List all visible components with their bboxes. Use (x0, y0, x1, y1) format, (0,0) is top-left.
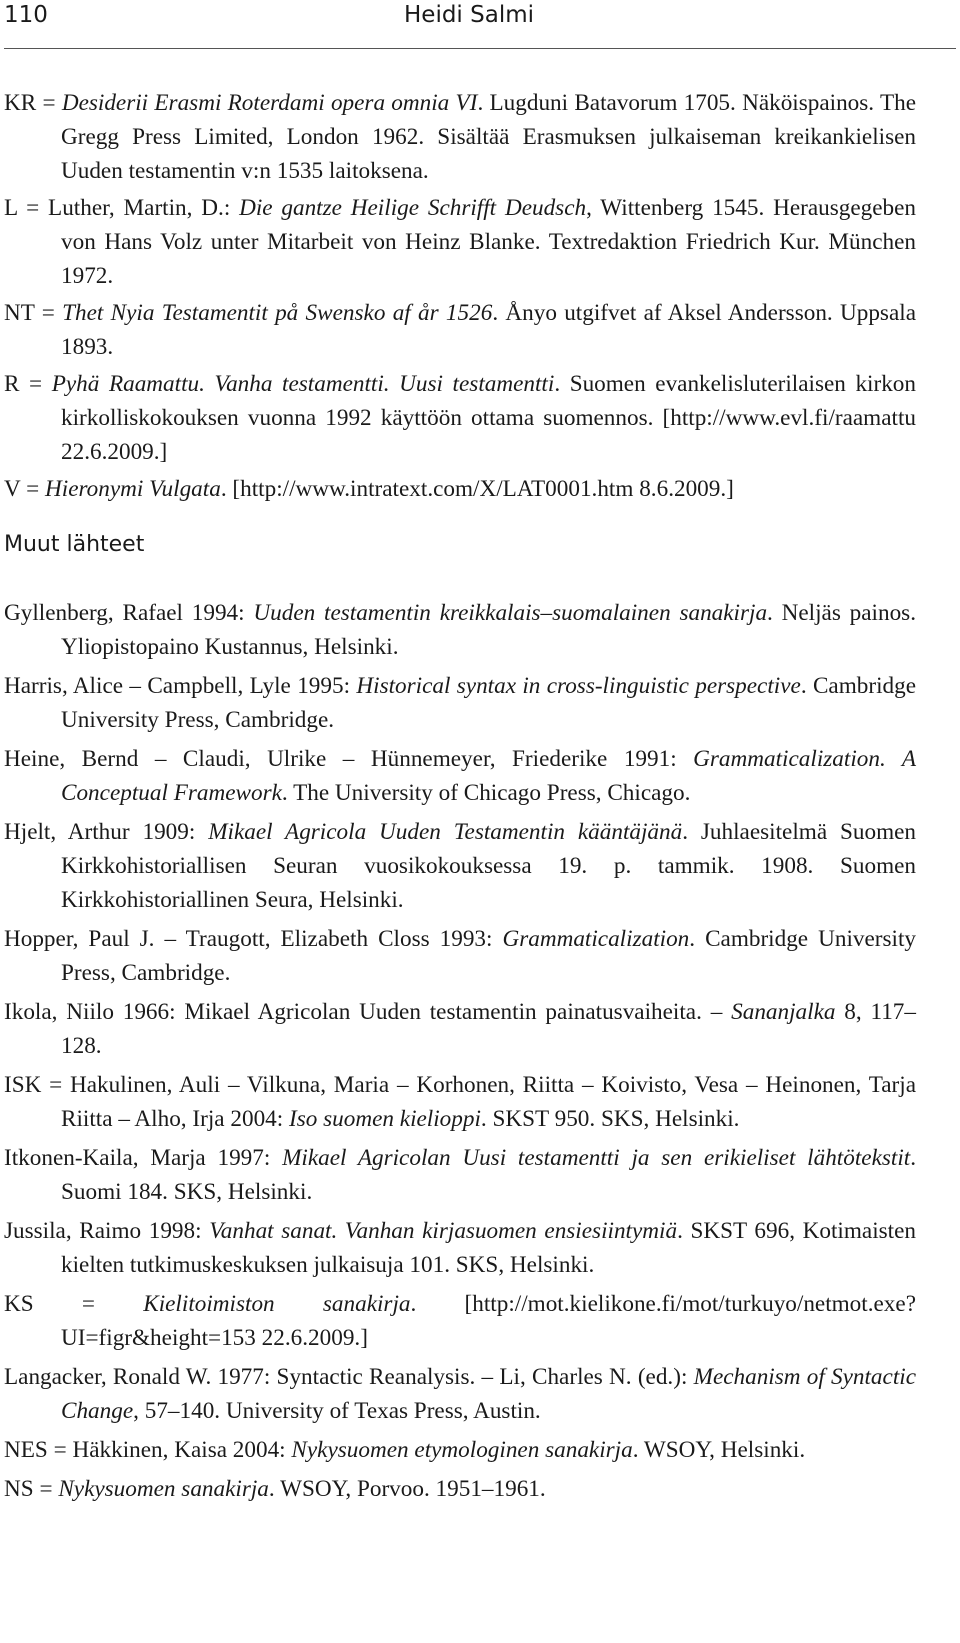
italic-title: Mikael Agricola Uuden Testamentin kääntäjänä (208, 819, 683, 845)
italic-title: Vanhat sanat. Vanhan kirjasuomen ensiesiintymiä (209, 1218, 678, 1244)
entry-text: ISK = Hakulinen, Auli – Vilkuna, Maria – Korhonen, Riitta – Koivisto, Vesa – Heinonen, Tarja Riitta – Alho, Irja 2004: (4, 1072, 916, 1132)
entry-text: Heine, Bernd – Claudi, Ulrike – Hünnemeyer, Friederike 1991: (4, 746, 694, 772)
italic-title: Uuden testamentin kreikkalais–suomalainen sanakirja (253, 600, 768, 626)
entry-text: . Cambridge University Press, Cambridge. (61, 926, 917, 986)
entry-text: Hjelt, Arthur 1909: (4, 819, 209, 845)
entry-text: . Cambridge University Press, Cambridge. (61, 673, 916, 733)
entry-text: . WSOY, Porvoo. 1951–1961. (268, 1476, 546, 1502)
abbreviation-entry (4, 296, 916, 364)
entry-text: . SKST 696, Kotimaisten kielten tutkimuskeskuksen julkaisuja 101. SKS, Helsinki. (61, 1218, 916, 1278)
italic-title: Grammaticalization. A Conceptual Framework (61, 746, 916, 806)
entry-text: , 57–140. University of Texas Press, Austin. (133, 1398, 541, 1424)
entry-text: R = (4, 371, 52, 397)
reference-entry (4, 1287, 916, 1355)
reference-entry (4, 669, 916, 737)
italic-title: Hieronymi Vulgata (45, 476, 221, 502)
reference-list (4, 596, 916, 1506)
italic-title: Pyhä Raamattu. Vanha testamentti. Uusi testamentti (51, 371, 555, 397)
entry-text: . Lugduni Batavorum 1705. Näköispainos. The Gregg Press Limited, London 1962. Sisältää Erasmuksen julkaiseman kreikankielisen Uuden testamentin v:n 1535 laitoksena. (61, 90, 916, 184)
reference-entry (4, 1214, 916, 1282)
reference-entry (4, 815, 916, 917)
entry-text: . Ånyo utgifvet af Aksel Andersson. Uppsala 1893. (61, 300, 916, 360)
running-author: Heidi Salmi (404, 2, 535, 28)
entry-text: V = (4, 476, 45, 502)
entry-text: . SKST 950. SKS, Helsinki. (480, 1106, 740, 1132)
entry-text: . [http://www.intratext.com/X/LAT0001.htm 8.6.2009.] (220, 476, 734, 502)
entry-text: . Juhlaesitelmä Suomen Kirkkohistoriallisen Seuran vuosikokouksessa 19. p. tammik. 1908. Suomen Kirkkohistoriallinen Seura, Helsinki. (61, 819, 916, 913)
running-header (4, 0, 956, 49)
reference-entry (4, 1360, 916, 1428)
abbreviation-list (4, 86, 916, 506)
entry-text: NS = (4, 1476, 59, 1502)
reference-entry (4, 1433, 916, 1467)
reference-entry (4, 1472, 916, 1506)
entry-text: Ikola, Niilo 1966: Mikael Agricolan Uuden testamentin painatusvaiheita. – (4, 999, 732, 1025)
italic-title: Nykysuomen sanakirja (58, 1476, 269, 1502)
entry-text: KR = (4, 90, 62, 116)
entry-text: . Neljäs painos. Yliopistopaino Kustannus, Helsinki. (61, 600, 916, 660)
entry-text: Harris, Alice – Campbell, Lyle 1995: (4, 673, 357, 699)
entry-text: 8, 117–128. (61, 999, 916, 1059)
entry-text: , Wittenberg 1545. Herausgegeben von Hans Volz unter Mitarbeit von Heinz Blanke. Textredaktion Friedrich Kur. München 1972. (61, 195, 916, 289)
italic-title: Grammaticalization (502, 926, 690, 952)
entry-text: L = Luther, Martin, D.: (4, 195, 240, 221)
reference-entry (4, 922, 916, 990)
abbreviation-entry (4, 472, 916, 506)
entry-text: NT = (4, 300, 63, 326)
abbreviation-entry (4, 367, 916, 469)
entry-text: . Suomen evankelisluterilaisen kirkon kirkolliskokouksen vuonna 1992 käyttöön ottama suomennos. [http://www.evl.fi/raamattu 22.6.2009.] (61, 371, 916, 465)
abbreviation-entry (4, 191, 916, 293)
page-content (4, 86, 916, 1511)
italic-title: Thet Nyia Testamentit på Swensko af år 1526 (62, 300, 493, 326)
page-number: 110 (4, 2, 48, 28)
entry-text: Jussila, Raimo 1998: (4, 1218, 210, 1244)
entry-text: Hopper, Paul J. – Traugott, Elizabeth Closs 1993: (4, 926, 503, 952)
entry-text: . The University of Chicago Press, Chicago. (281, 780, 691, 806)
entry-text: . [http://mot.kielikone.fi/mot/turkuyo/netmot.exe?UI=figr&height=153 22.6.2009.] (61, 1291, 916, 1351)
entry-text: . Suomi 184. SKS, Helsinki. (61, 1145, 917, 1205)
entry-text: Gyllenberg, Rafael 1994: (4, 600, 254, 626)
entry-text: KS = (4, 1291, 144, 1317)
reference-entry (4, 1068, 916, 1136)
reference-entry (4, 596, 916, 664)
entry-text: Langacker, Ronald W. 1977: Syntactic Reanalysis. – Li, Charles N. (ed.): (4, 1364, 694, 1390)
italic-title: Iso suomen kielioppi (289, 1106, 481, 1132)
abbreviation-entry (4, 86, 916, 188)
entry-text: Itkonen-Kaila, Marja 1997: (4, 1145, 283, 1171)
entry-text: . WSOY, Helsinki. (632, 1437, 806, 1463)
section-title: Muut lähteet (4, 532, 145, 557)
italic-title: Mikael Agricolan Uusi testamentti ja sen erikieliset lähtötekstit (282, 1145, 911, 1171)
entry-text: NES = Häkkinen, Kaisa 2004: (4, 1437, 292, 1463)
reference-entry (4, 1141, 916, 1209)
italic-title: Die gantze Heilige Schrifft Deudsch (239, 195, 587, 221)
italic-title: Historical syntax in cross-linguistic perspective (356, 673, 801, 699)
italic-title: Kielitoimiston sanakirja (143, 1291, 411, 1317)
italic-title: Desiderii Erasmi Roterdami opera omnia VI (61, 90, 478, 116)
italic-title: Nykysuomen etymologinen sanakirja (291, 1437, 633, 1463)
reference-entry (4, 742, 916, 810)
italic-title: Sananjalka (731, 999, 836, 1025)
italic-title: Mechanism of Syntactic Change (61, 1364, 916, 1424)
reference-entry (4, 995, 916, 1063)
